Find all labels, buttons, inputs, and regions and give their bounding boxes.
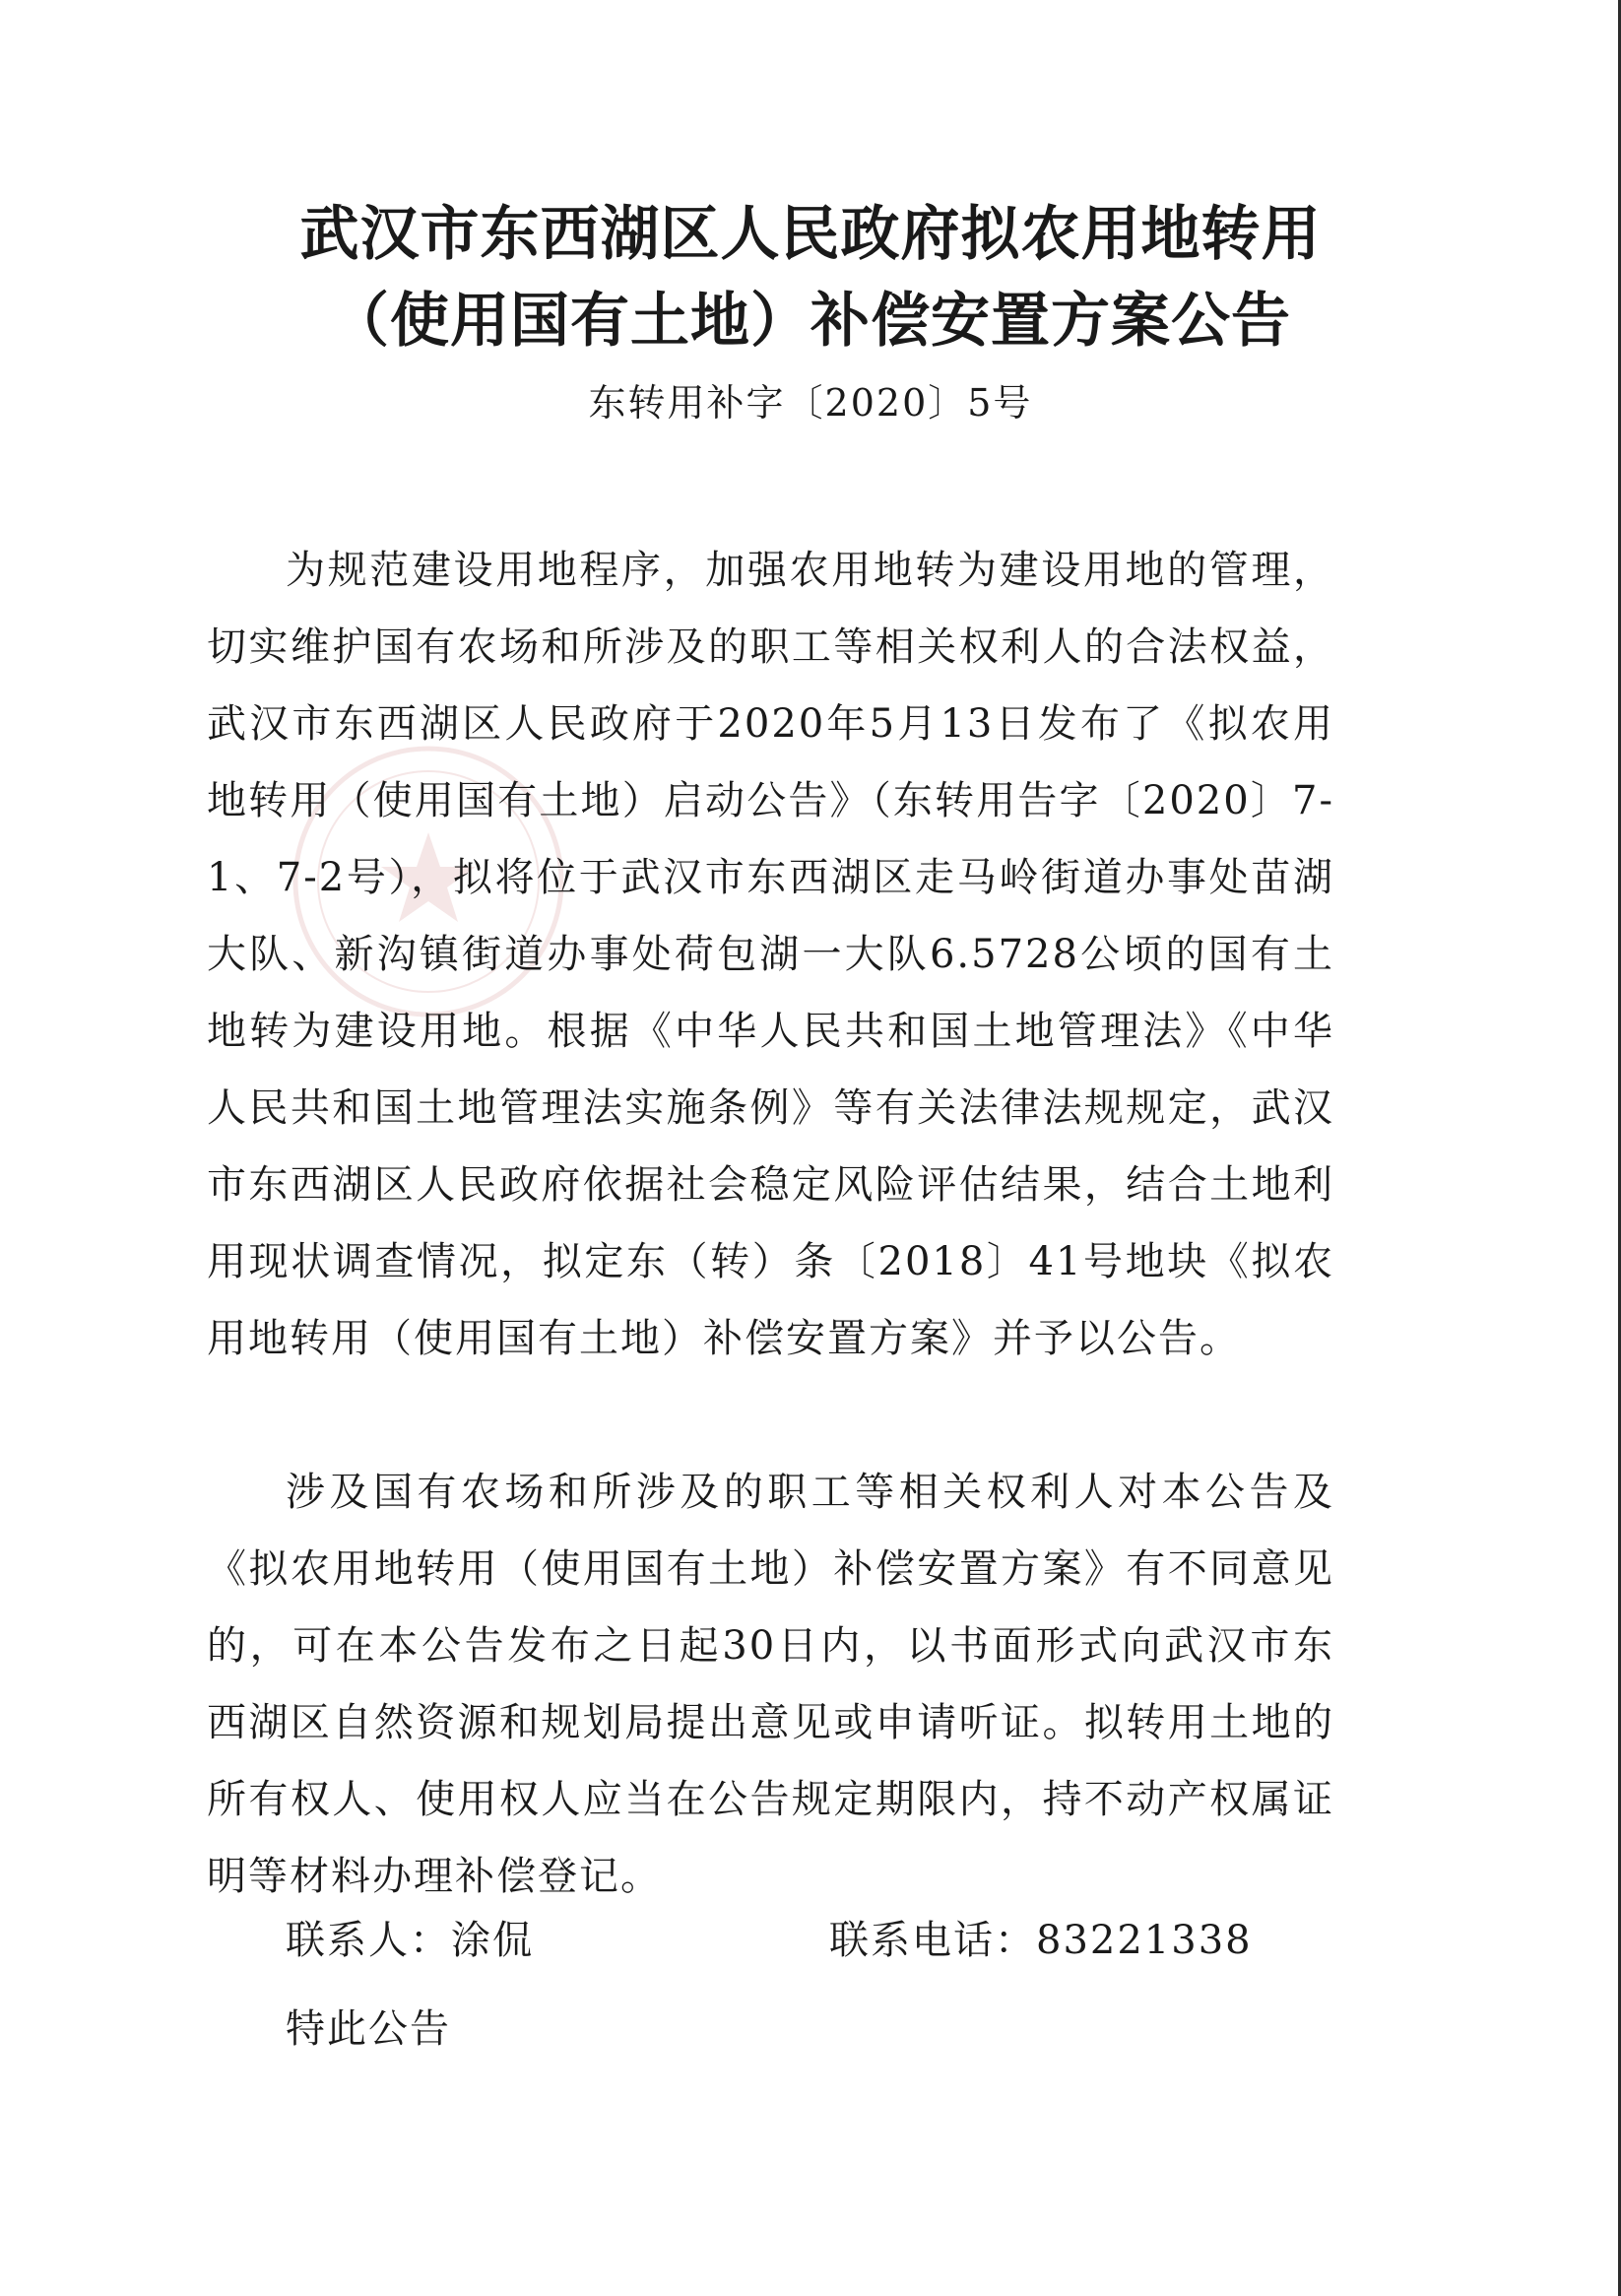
contact-person: 联系人：涂侃 <box>286 1918 534 1963</box>
document-number: 东转用补字〔2020〕5号 <box>588 381 1033 425</box>
contact-phone: 联系电话：83221338 <box>829 1918 1253 1963</box>
closing-statement: 特此公告 <box>286 2006 451 2052</box>
body-paragraph-2: 涉及国有农场和所涉及的职工等相关权利人对本公告及《拟农用地转用（使用国有土地）补偿安置方案》有不同意见的，可在本公告发布之日起30日内，以书面形式向武汉市东西湖区自然资源和规划局提出意见或申请听证。拟转用土地的所有权人、使用权人应当在公告规定期限内，持不动产权属证明等材料办理补偿登记。 <box>207 1470 1334 1899</box>
body-paragraph-1: 为规范建设用地程序，加强农用地转为建设用地的管理，切实维护国有农场和所涉及的职工等相关权利人的合法权益，武汉市东西湖区人民政府于2020年5月13日发布了《拟农用地转用（使用国有土地）启动公告》（东转用告字〔2020〕7-1、7-2号），拟将位于武汉市东西湖区走马岭街道办事处苗湖大队、新沟镇街道办事处荷包湖一大队6.5728公顷的国有土地转为建设用地。根据《中华人民共和国土地管理法》《中华人民共和国土地管理法实施条例》等有关法律法规规定，武汉市东西湖区人民政府依据社会稳定风险评估结果，结合土地利用现状调查情况，拟定东（转）条〔2018〕41号地块《拟农用地转用（使用国有土地）补偿安置方案》并予以公告。 <box>207 548 1334 1361</box>
document-title-line1: 武汉市东西湖区人民政府拟农用地转用 <box>299 200 1322 269</box>
document-title-line2: （使用国有土地）补偿安置方案公告 <box>330 287 1291 356</box>
